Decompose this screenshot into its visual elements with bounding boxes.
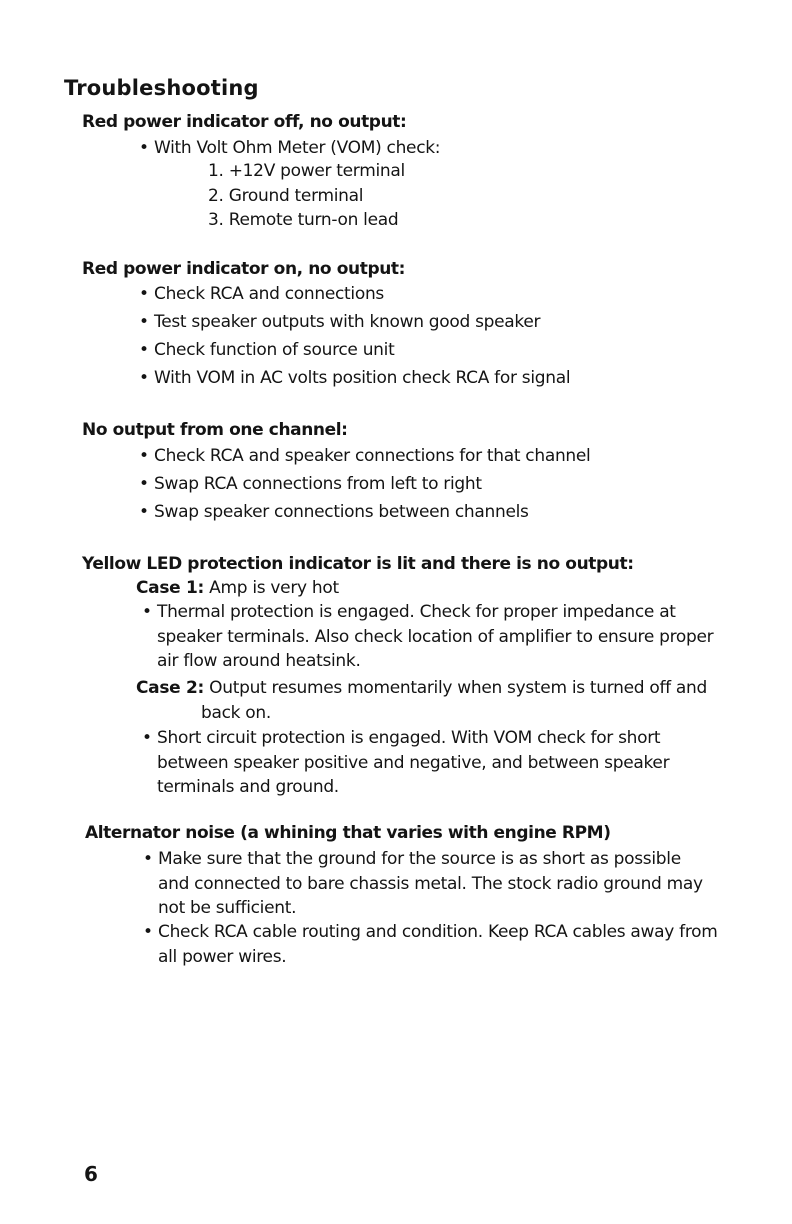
case-1-line (136, 578, 339, 598)
list-item-line: not be sufficient. (158, 898, 297, 918)
list-item-text: Check RCA and connections (154, 284, 384, 304)
numbered-item: 1. +12V power terminal (208, 161, 405, 181)
section-heading-one-channel: No output from one channel: (82, 420, 348, 440)
list-item (139, 310, 541, 335)
list-item (143, 920, 718, 969)
list-item (139, 366, 571, 391)
list-item-line: air flow around heatsink. (157, 651, 361, 671)
list-item (139, 500, 529, 525)
list-item (139, 136, 441, 161)
numbered-item: 2. Ground terminal (208, 186, 364, 206)
list-item (143, 847, 703, 921)
page-number: 6 (84, 1162, 98, 1186)
bullet-icon: • (139, 284, 149, 304)
list-item-text: With Volt Ohm Meter (VOM) check: (154, 138, 441, 158)
list-item-text: Swap speaker connections between channels (154, 502, 529, 522)
list-item-line: terminals and ground. (157, 777, 339, 797)
list-item-line: and connected to bare chassis metal. The stock radio ground may (158, 873, 703, 894)
section-heading-protection: Yellow LED protection indicator is lit and there is no output: (82, 554, 634, 574)
section-heading-power-off: Red power indicator off, no output: (82, 112, 407, 132)
bullet-icon: • (142, 602, 152, 622)
list-item-line: Make sure that the ground for the source is as short as possible (158, 849, 681, 869)
list-item (142, 600, 714, 674)
bullet-icon: • (139, 340, 149, 360)
list-item (139, 444, 591, 469)
bullet-icon: • (139, 312, 149, 332)
bullet-icon: • (143, 922, 153, 942)
case-2-text-continued: back on. (201, 703, 271, 723)
list-item (139, 472, 482, 497)
bullet-icon: • (143, 849, 153, 869)
section-heading-power-on: Red power indicator on, no output: (82, 259, 406, 279)
bullet-icon: • (139, 474, 149, 494)
case-2-label: Case 2: (136, 678, 205, 698)
list-item-line: Check RCA cable routing and condition. Keep RCA cables away from (158, 922, 718, 942)
list-item (139, 282, 384, 307)
page-title: Troubleshooting (64, 76, 259, 100)
bullet-icon: • (139, 368, 149, 388)
case-1-label: Case 1: (136, 578, 205, 598)
case-1-text: Amp is very hot (209, 578, 339, 598)
list-item (139, 338, 395, 363)
case-2-line (136, 678, 707, 698)
list-item (142, 726, 670, 800)
list-item-text: Check RCA and speaker connections for that channel (154, 446, 591, 466)
list-item-line: between speaker positive and negative, and between speaker (157, 752, 670, 773)
bullet-icon: • (139, 138, 149, 158)
bullet-icon: • (139, 446, 149, 466)
list-item-text: With VOM in AC volts position check RCA for signal (154, 368, 571, 388)
bullet-icon: • (142, 728, 152, 748)
bullet-icon: • (139, 502, 149, 522)
list-item-text: Test speaker outputs with known good speaker (154, 312, 541, 332)
list-item-line: speaker terminals. Also check location of amplifier to ensure proper (157, 626, 714, 647)
list-item-text: Check function of source unit (154, 340, 395, 360)
list-item-line: Short circuit protection is engaged. With VOM check for short (157, 728, 661, 748)
case-2-text: Output resumes momentarily when system is turned off and (209, 678, 708, 698)
list-item-text: Swap RCA connections from left to right (154, 474, 482, 494)
section-heading-alternator: Alternator noise (a whining that varies with engine RPM) (85, 823, 611, 843)
list-item-line: Thermal protection is engaged. Check for proper impedance at (157, 602, 676, 622)
numbered-item: 3. Remote turn-on lead (208, 210, 399, 230)
list-item-line: all power wires. (158, 946, 287, 967)
